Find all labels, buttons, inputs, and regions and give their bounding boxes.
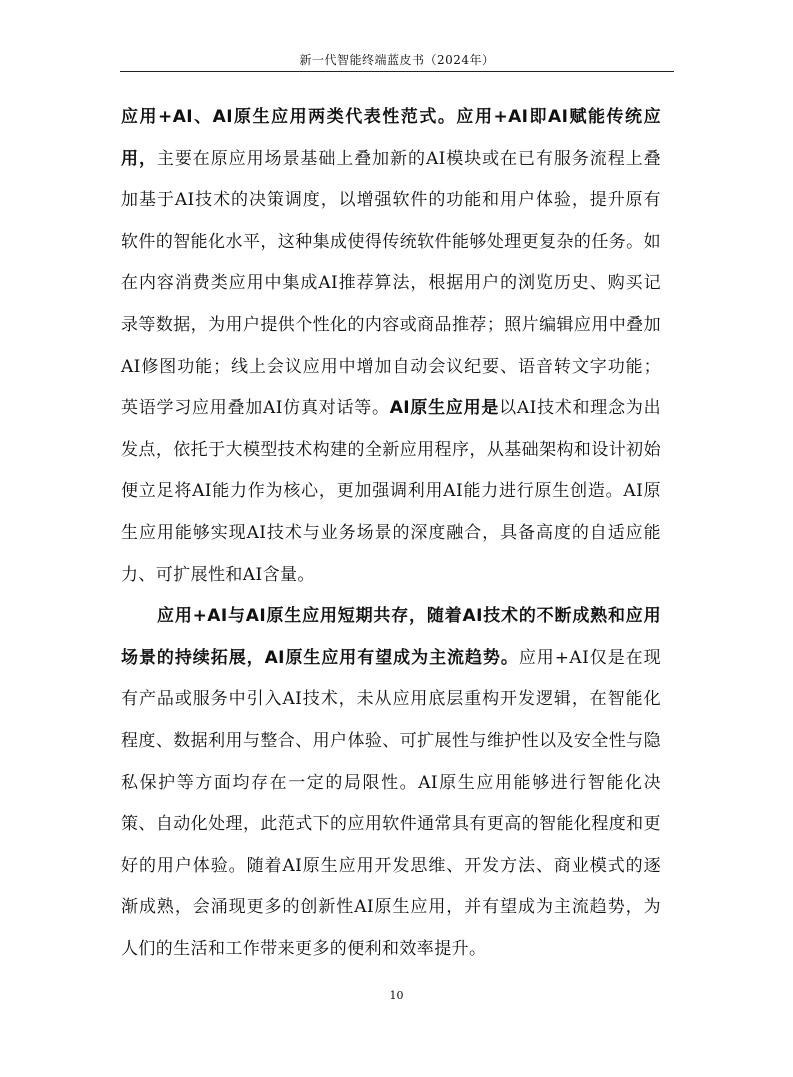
paragraph-1-text-b: 以AI技术和理念为出发点，依托于大模型技术构建的全新应用程序，从基础架构和设计初始便立足将AI能力作为核心，更加强调利用AI能力进行原生创造。AI原生应用能够实现AI技术与业务场景的深度融合，具备高度的自适应能力、可扩展性和AI含量。 <box>121 398 661 585</box>
paragraph-1-lead-heading: 应用+AI、AI原生应用两类代表性范式。应用+AI即AI赋能传统应用， <box>121 107 661 169</box>
paragraph-1-text-a: 主要在原应用场景基础上叠加新的AI模块或在已有服务流程上叠加基于AI技术的决策调度，以增强软件的功能和用户体验，提升原有软件的智能化水平，这种集成使得传统软件能够处理更复杂的任务。如在内容消费类应用中集成AI推荐算法，根据用户的浏览历史、购买记录等数据，为用户提供个性化的内容或商品推荐；照片编辑应用中叠加AI修图功能；线上会议应用中增加自动会议纪要、语音转文字功能；英语学习应用叠加AI仿真对话等。 <box>121 148 661 419</box>
paragraph-2 <box>121 596 661 970</box>
header-divider <box>120 71 674 72</box>
paragraph-1 <box>121 97 661 596</box>
paragraph-2-text: 应用+AI仅是在现有产品或服务中引入AI技术，未从应用底层重构开发逻辑，在智能化程度、数据利用与整合、用户体验、可扩展性与维护性以及安全性与隐私保护等方面均存在一定的局限性。AI原生应用能够进行智能化决策、自动化处理，此范式下的应用软件通常具有更高的智能化程度和更好的用户体验。随着AI原生应用开发思维、开发方法、商业模式的逐渐成熟，会涌现更多的创新性AI原生应用，并有望成为主流趋势，为人们的生活和工作带来更多的便利和效率提升。 <box>121 647 661 959</box>
document-body <box>121 97 661 970</box>
paragraph-2-lead-heading: 应用+AI与AI原生应用短期共存，随着AI技术的不断成熟和应用场景的持续拓展，AI原生应用有望成为主流趋势。 <box>121 606 661 668</box>
page-number: 10 <box>389 989 404 1002</box>
page-header-title: 新一代智能终端蓝皮书（2024年） <box>299 53 495 67</box>
paragraph-1-ai-native-term: AI原生应用是 <box>389 398 500 419</box>
